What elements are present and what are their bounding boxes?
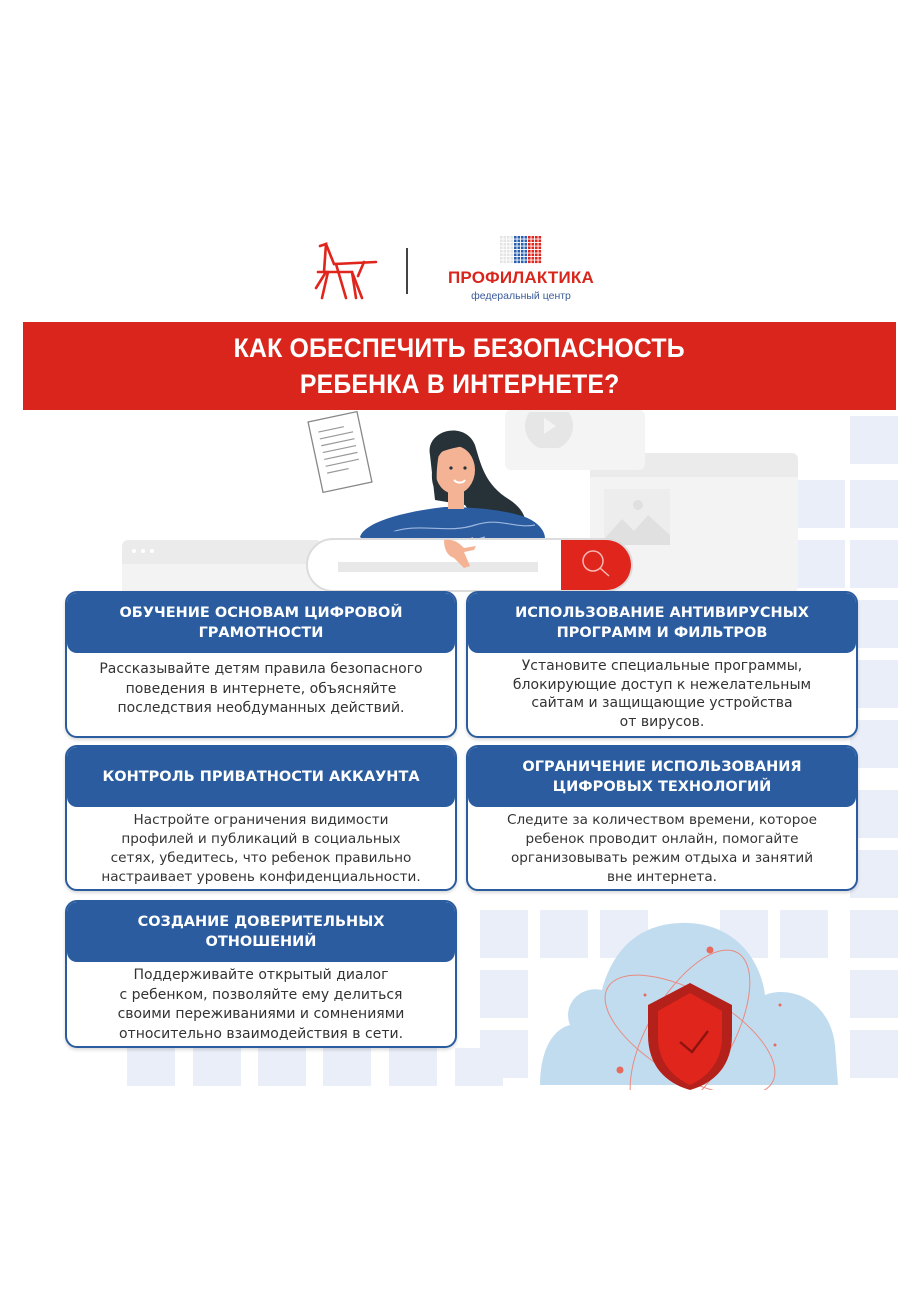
logo-divider — [406, 248, 408, 294]
tip-card-antivirus — [466, 591, 858, 738]
card-body-line: с ребенком, позволяйте ему делиться — [119, 986, 403, 1003]
tip-card-digital-literacy — [65, 591, 457, 738]
card-body-line: организовывать режим отдыха и занятий — [510, 850, 814, 866]
card-body-line: настраивает уровень конфиденциальности. — [101, 869, 421, 885]
pointing-hand-icon — [440, 538, 480, 570]
chair-logo-icon — [312, 242, 380, 300]
card-body-line: блокирующие доступ к нежелательным — [512, 676, 812, 693]
card-title-line: ИСПОЛЬЗОВАНИЕ АНТИВИРУСНЫХ — [515, 605, 809, 621]
card-body-line: относительно взаимодействия в сети. — [118, 1025, 404, 1042]
tip-card-account-privacy — [65, 745, 457, 891]
title-line-2: РЕБЕНКА В ИНТЕРНЕТЕ? — [299, 369, 620, 399]
card-body — [67, 807, 455, 887]
card-title-line: КОНТРОЛЬ ПРИВАТНОСТИ АККАУНТА — [102, 769, 420, 785]
magnifier-icon — [561, 538, 633, 592]
card-body — [468, 807, 856, 887]
tip-card-trust-relationships — [65, 900, 457, 1048]
card-body — [67, 962, 455, 1044]
title-line-1: КАК ОБЕСПЕЧИТЬ БЕЗОПАСНОСТЬ — [233, 333, 686, 363]
profilaktika-logo-name: ПРОФИЛАКТИКА — [448, 268, 594, 287]
card-body-line: от вирусов. — [619, 713, 705, 730]
search-button-illustration — [561, 538, 633, 592]
header-logos — [0, 236, 919, 306]
card-title-line: ПРОГРАММ И ФИЛЬТРОВ — [556, 625, 768, 641]
card-body — [468, 653, 856, 731]
search-bar-placeholder-line — [338, 562, 538, 572]
card-body — [67, 653, 455, 719]
card-title — [468, 747, 856, 807]
card-body-line: своими переживаниями и сомнениями — [117, 1006, 405, 1022]
card-body-line: поведения в интернете, объясняйте — [125, 680, 397, 697]
card-body-line: Установите специальные программы, — [521, 658, 803, 674]
card-body-line: вне интернета. — [606, 869, 718, 885]
card-title-line: ОГРАНИЧЕНИЕ ИСПОЛЬЗОВАНИЯ — [522, 759, 802, 775]
card-title — [67, 747, 455, 807]
card-title — [468, 593, 856, 653]
card-body-line: сайтам и защищающие устройства — [531, 695, 793, 711]
card-body-line: Поддерживайте открытый диалог — [133, 967, 389, 983]
title-banner — [23, 322, 896, 410]
card-title — [67, 593, 455, 653]
card-title-line: ГРАМОТНОСТИ — [198, 625, 324, 641]
card-title-line: ОБУЧЕНИЕ ОСНОВАМ ЦИФРОВОЙ — [119, 605, 403, 621]
card-body-line: профилей и публикаций в социальных — [121, 831, 401, 847]
card-body-line: Настройте ограничения видимости — [133, 812, 389, 828]
card-body-line: последствия необдуманных действий. — [117, 700, 405, 716]
shield-cloud-illustration — [540, 905, 840, 1090]
tip-card-limit-digital-usage — [466, 745, 858, 891]
profilaktika-logo-subtitle: федеральный центр — [471, 290, 571, 302]
card-body-line: ребенок проводит онлайн, помогайте — [525, 831, 799, 847]
card-title-line: СОЗДАНИЕ ДОВЕРИТЕЛЬНЫХ — [137, 914, 385, 930]
card-body-line: Следите за количеством времени, которое — [506, 812, 818, 828]
russian-flag-dots-icon — [500, 236, 542, 264]
image-placeholder-icon — [604, 489, 670, 545]
card-title — [67, 902, 455, 962]
card-title-line: ЦИФРОВЫХ ТЕХНОЛОГИЙ — [552, 779, 772, 795]
card-title-line: ОТНОШЕНИЙ — [205, 934, 317, 950]
card-body-line: Рассказывайте детям правила безопасного — [99, 661, 423, 677]
card-body-line: сетях, убедитесь, что ребенок правильно — [110, 850, 412, 866]
